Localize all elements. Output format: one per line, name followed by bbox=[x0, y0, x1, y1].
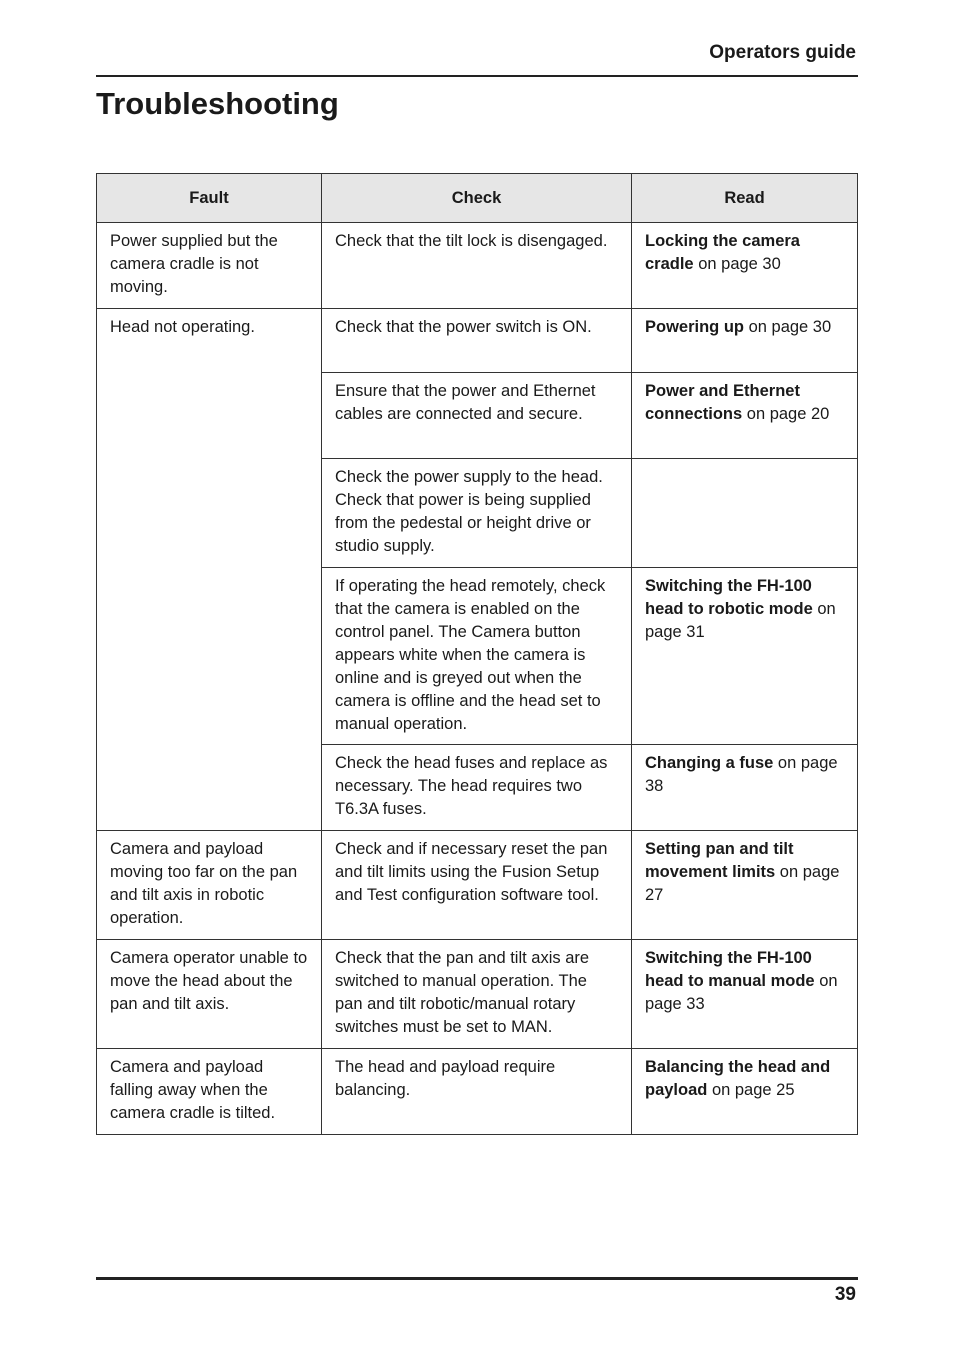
column-header-fault: Fault bbox=[97, 174, 322, 223]
fault-cell: Camera and payload moving too far on the pan and tilt axis in robotic operation. bbox=[97, 831, 322, 940]
cross-reference-page: on page 30 bbox=[693, 255, 781, 273]
running-header: Operators guide bbox=[709, 42, 856, 63]
cross-reference-page: on page 38 bbox=[645, 754, 838, 795]
table-row bbox=[97, 940, 858, 1049]
check-cell: Check the power supply to the head. Check that power is being supplied from the pedestal or height drive or studio supply. bbox=[322, 459, 632, 568]
check-cell: Ensure that the power and Ethernet cables are connected and secure. bbox=[322, 373, 632, 459]
cross-reference-title: Locking the camera cradle bbox=[645, 232, 800, 273]
column-header-check: Check bbox=[322, 174, 632, 223]
read-cell bbox=[632, 1049, 858, 1135]
read-cell bbox=[632, 223, 858, 309]
cross-reference-page: on page 27 bbox=[645, 863, 840, 904]
read-cell bbox=[632, 373, 858, 459]
table-row bbox=[97, 1049, 858, 1135]
table-row bbox=[97, 309, 858, 373]
column-header-read: Read bbox=[632, 174, 858, 223]
cross-reference-title: Switching the FH-100 head to robotic mode bbox=[645, 577, 813, 618]
check-cell: Check the head fuses and replace as necessary. The head requires two T6.3A fuses. bbox=[322, 745, 632, 831]
read-cell bbox=[632, 309, 858, 373]
cross-reference-page: on page 33 bbox=[645, 972, 838, 1013]
table-row bbox=[97, 831, 858, 940]
cross-reference-page: on page 20 bbox=[742, 405, 830, 423]
header-divider bbox=[96, 75, 858, 77]
check-cell: Check that the tilt lock is disengaged. bbox=[322, 223, 632, 309]
cross-reference-title: Balancing the head and payload bbox=[645, 1058, 831, 1099]
cross-reference-page: on page 25 bbox=[707, 1081, 795, 1099]
cross-reference-page: on page 31 bbox=[645, 600, 836, 641]
fault-cell: Head not operating. bbox=[97, 309, 322, 831]
cross-reference-title: Powering up bbox=[645, 318, 744, 336]
check-cell: Check that the pan and tilt axis are switched to manual operation. The pan and tilt robotic/manual rotary switches must be set to MAN. bbox=[322, 940, 632, 1049]
read-cell bbox=[632, 459, 858, 568]
check-cell: The head and payload require balancing. bbox=[322, 1049, 632, 1135]
cross-reference-title: Setting pan and tilt movement limits bbox=[645, 840, 794, 881]
page-title: Troubleshooting bbox=[96, 86, 339, 121]
fault-cell: Camera operator unable to move the head about the pan and tilt axis. bbox=[97, 940, 322, 1049]
cross-reference-page: on page 30 bbox=[744, 318, 832, 336]
troubleshooting-table bbox=[96, 173, 858, 1135]
fault-cell: Power supplied but the camera cradle is not moving. bbox=[97, 223, 322, 309]
read-cell bbox=[632, 745, 858, 831]
page-number: 39 bbox=[834, 1284, 856, 1305]
read-cell bbox=[632, 568, 858, 745]
table-header-row bbox=[97, 174, 858, 223]
table-row bbox=[97, 223, 858, 309]
cross-reference-title: Changing a fuse bbox=[645, 754, 774, 772]
read-cell bbox=[632, 940, 858, 1049]
check-cell: Check and if necessary reset the pan and tilt limits using the Fusion Setup and Test configuration software tool. bbox=[322, 831, 632, 940]
read-cell bbox=[632, 831, 858, 940]
footer-divider bbox=[96, 1277, 858, 1280]
fault-cell: Camera and payload falling away when the camera cradle is tilted. bbox=[97, 1049, 322, 1135]
cross-reference-title: Switching the FH-100 head to manual mode bbox=[645, 949, 815, 990]
check-cell: Check that the power switch is ON. bbox=[322, 309, 632, 373]
cross-reference-title: Power and Ethernet connections bbox=[645, 382, 800, 423]
check-cell: If operating the head remotely, check that the camera is enabled on the control panel. The Camera button appears white when the camera is online and is greyed out when the camera is offline and the head set to manual operation. bbox=[322, 568, 632, 745]
